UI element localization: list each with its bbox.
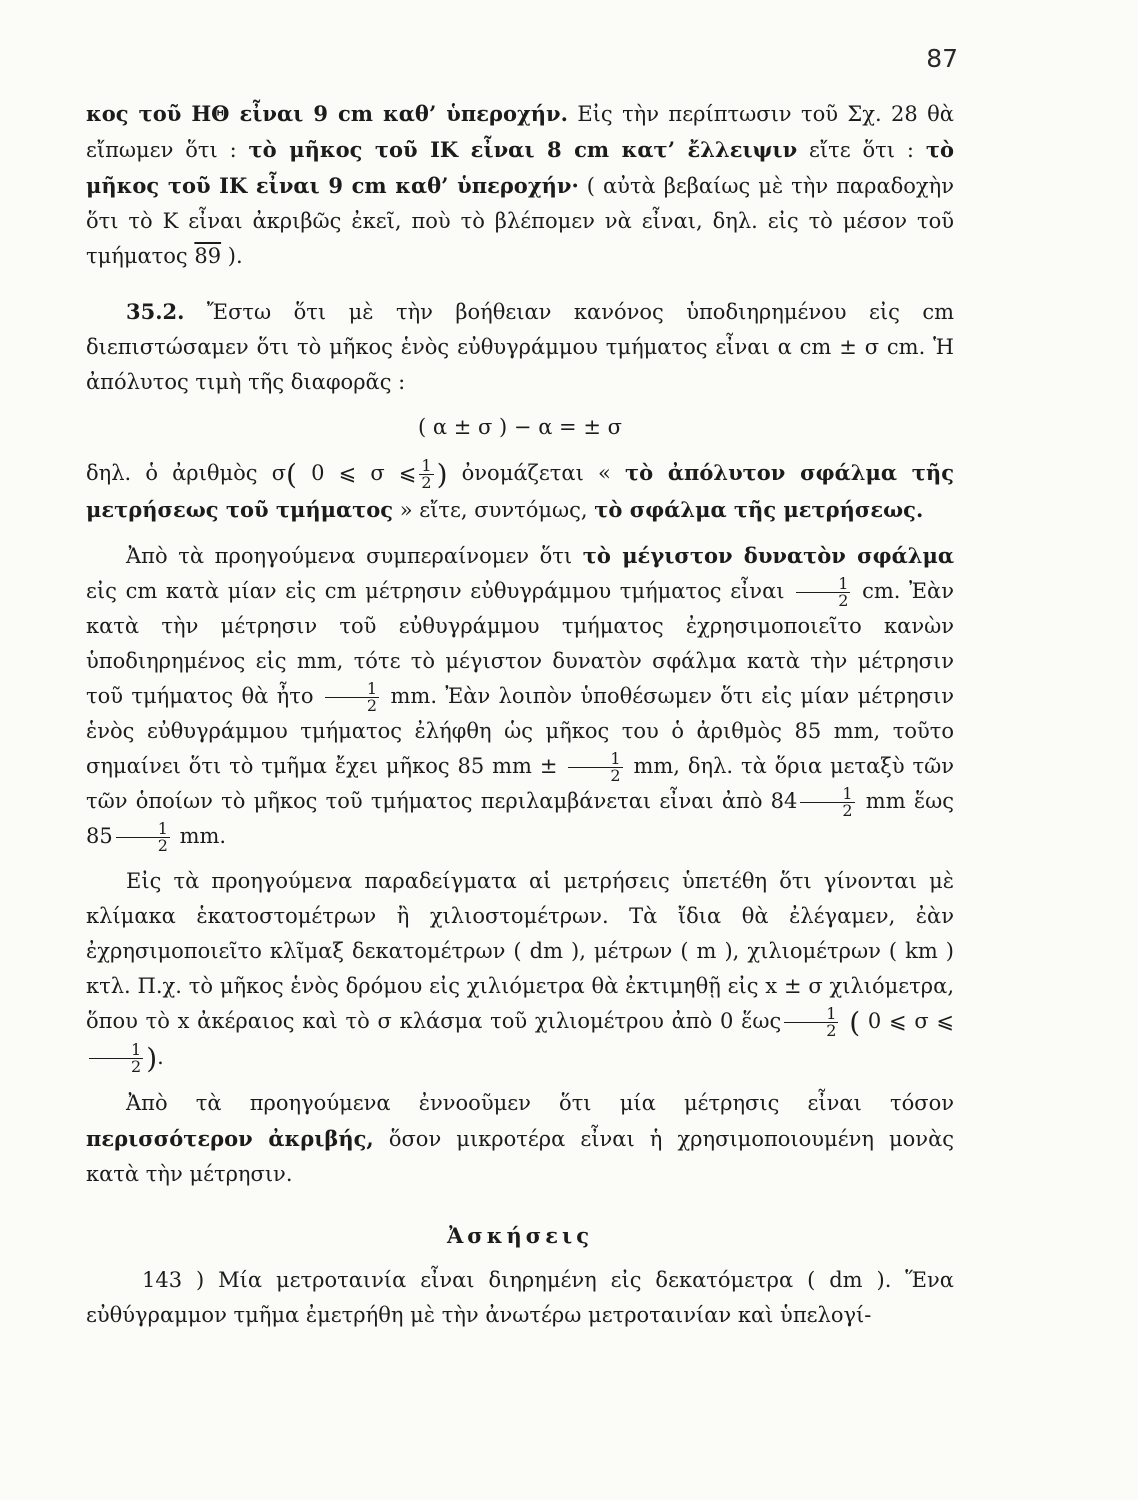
text-span: mm, δηλ. τὰ ὅρια μεταξὺ τῶν τῶν ὁποίων τὸ μῆκος τοῦ τμήματος περιλαμβάνεται εἶναι ἀπὸ 84 — [86, 754, 954, 813]
text-span: cm. Ἐὰν κατὰ τὴν μέτρησιν τοῦ εὐθυγράμμου τμήματος ἐχρησιμοποιεῖτο κανὼν ὑποδιηρημένος εἰς mm, τότε τὸ μέγιστον δυνατὸν σφάλμα κατὰ τὴν μέτρησιν τοῦ τμήματος θὰ ἦτο — [86, 579, 954, 708]
fraction-numerator: 1 — [116, 821, 170, 838]
fraction — [116, 821, 170, 854]
fraction — [784, 1006, 838, 1039]
exercise-143 — [86, 1263, 954, 1333]
text-span: mm. — [179, 824, 227, 848]
fraction-numerator: 1 — [800, 786, 854, 803]
text-span: ). — [221, 244, 243, 268]
fraction-denominator: 2 — [838, 591, 849, 610]
paragraph-6 — [86, 1086, 954, 1192]
text-span: . — [157, 1045, 164, 1069]
fraction-denominator: 2 — [842, 801, 853, 820]
fraction — [800, 786, 854, 819]
fraction — [568, 751, 622, 784]
bold-phrase: τὸ ἀπόλυτον σφάλμα τῆς μετρήσεως τοῦ τμήματος — [86, 460, 954, 522]
text-span: ὀνομάζεται « — [447, 461, 625, 485]
text-span: εἰς cm κατὰ μίαν εἰς cm μέτρησιν εὐθυγράμμου τμήματος εἶναι — [86, 579, 785, 603]
bold-phrase: τὸ σφάλμα τῆς μετρήσεως. — [594, 497, 924, 522]
page-number: 87 — [926, 44, 958, 73]
close-paren: ) — [146, 1042, 158, 1075]
bold-phrase: τὸ μῆκος τοῦ ΙΚ εἶναι 9 cm καθ’ ὑπεροχήν· — [86, 137, 954, 198]
paragraph-1 — [86, 96, 954, 274]
paragraph-3 — [86, 455, 954, 528]
fraction — [89, 1042, 143, 1075]
segment-label: 89 — [194, 244, 222, 268]
text-span: Ἀπὸ τὰ προηγούμενα ἐννοοῦμεν ὅτι μία μέτρησις εἶναι τόσον — [126, 1091, 954, 1115]
text-span: Εἰς τὰ προηγούμενα παραδείγματα αἱ μετρήσεις ὑπετέθη ὅτι γίνονται μὲ κλίμακα ἑκατοστομέτρων ἢ χιλιοστομέτρων. Τὰ ἴδια θὰ ἐλέγαμεν, ἐὰν ἐχρησιμοποιεῖτο κλῖμαξ δεκατομέτρων ( dm ), μέτρων ( m ), χιλιομέτρων ( km ) κτλ. Π.χ. τὸ μῆκος ἑνὸς δρόμου εἰς χιλιόμετρα θὰ ἐκτιμηθῇ εἰς x ± σ χιλιόμετρα, ὅπου τὸ x ἀκέραιος καὶ τὸ σ κλάσμα τοῦ χιλιομέτρου ἀπὸ 0 ἕως — [86, 869, 954, 1033]
paragraph-2 — [86, 294, 954, 400]
text-span: mm. Ἐὰν λοιπὸν ὑποθέσωμεν ὅτι εἰς μίαν μέτρησιν ἑνὸς εὐθυγράμμου τμήματος ἐλήφθη ὡς μῆκος του ὁ ἀριθμὸς 85 mm, τοῦτο σημαίνει ὅτι τὸ τμῆμα ἔχει μῆκος 85 mm ± — [86, 684, 954, 778]
text-span: ( αὐτὰ βεβαίως μὲ τὴν παραδοχὴν ὅτι τὸ Κ εἶναι ἀκριβῶς ἐκεῖ, ποὺ τὸ βλέπομεν νὰ εἶναι, δηλ. εἰς τὸ μέσον τοῦ τμήματος — [86, 174, 954, 268]
fraction-numerator: 1 — [796, 576, 850, 593]
open-paren: ( — [849, 1006, 861, 1039]
bold-phrase: τὸ μέγιστον δυνατὸν σφάλμα — [582, 543, 954, 568]
equation-1: ( α ± σ ) − α = ± σ — [418, 415, 622, 439]
paragraph-4 — [86, 538, 954, 854]
text-span: 143 ) Μία μετροταινία εἶναι διηρημένη εἰς δεκατόμετρα ( dm ). Ἕνα εὐθύγραμμον τμῆμα ἐμετρήθη μὲ τὴν ἀνωτέρω μετροταινίαν καὶ ὑπελογί- — [86, 1268, 954, 1327]
text-span: Εἰς τὴν περίπτωσιν τοῦ Σχ. 28 θὰ εἴπωμεν ὅτι : — [86, 102, 954, 162]
close-paren: ) — [436, 458, 448, 491]
fraction-denominator: 2 — [610, 766, 621, 785]
paragraph-5 — [86, 864, 954, 1076]
text-span: εἴτε ὅτι : — [797, 138, 926, 162]
bold-phrase: κος τοῦ ΗΘ εἶναι 9 cm καθ’ ὑπεροχήν. — [86, 101, 568, 126]
bold-phrase: περισσότερον ἀκριβής, — [86, 1126, 374, 1151]
fraction-denominator: 2 — [131, 1057, 142, 1076]
text-span: δηλ. ὁ ἀριθμὸς σ — [86, 461, 287, 485]
text-span: ὅσον μικροτέρα εἶναι ἡ χρησιμοποιουμένη μονὰς κατὰ τὴν μέτρησιν. — [86, 1127, 955, 1186]
text-span: Ἔστω ὅτι μὲ τὴν βοήθειαν κανόνος ὑποδιηρημένου εἰς cm διεπιστώσαμεν ὅτι τὸ μῆκος ἑνὸς εὐθυγράμμου τμήματος εἶναι α cm ± σ cm. Ἡ ἀπόλυτος τιμὴ τῆς διαφορᾶς : — [86, 300, 954, 394]
text-span: mm ἕως 85 — [86, 789, 954, 848]
fraction-denominator: 2 — [157, 836, 168, 855]
fraction-numerator: 1 — [568, 751, 622, 768]
bold-phrase: τὸ μῆκος τοῦ ΙΚ εἶναι 8 cm κατ’ ἔλλειψιν — [248, 137, 798, 162]
fraction-numerator: 1 — [784, 1006, 838, 1023]
fraction-denominator: 2 — [366, 696, 378, 715]
page-body — [86, 96, 954, 1333]
fraction-numerator: 1 — [89, 1042, 143, 1059]
open-paren: ( — [286, 458, 297, 491]
text-span: Ἀπὸ τὰ προηγούμενα συμπεραίνομεν ὅτι — [126, 544, 583, 568]
section-number: 35.2. — [126, 299, 185, 324]
condition-text: 0 ⩽ σ ⩽ — [867, 1009, 955, 1033]
fraction-denominator: 2 — [826, 1021, 837, 1040]
fraction-numerator: 1 — [325, 681, 379, 698]
fraction-denominator: 2 — [421, 473, 432, 492]
section-heading: Ἀσκήσεις — [447, 1223, 593, 1248]
fraction — [325, 681, 379, 714]
condition-text: 0 ⩽ σ ⩽ — [311, 461, 417, 485]
fraction-numerator: 1 — [421, 456, 432, 475]
text-span: » εἴτε, συντόμως, — [393, 498, 595, 522]
fraction — [419, 458, 433, 491]
fraction — [796, 576, 850, 609]
